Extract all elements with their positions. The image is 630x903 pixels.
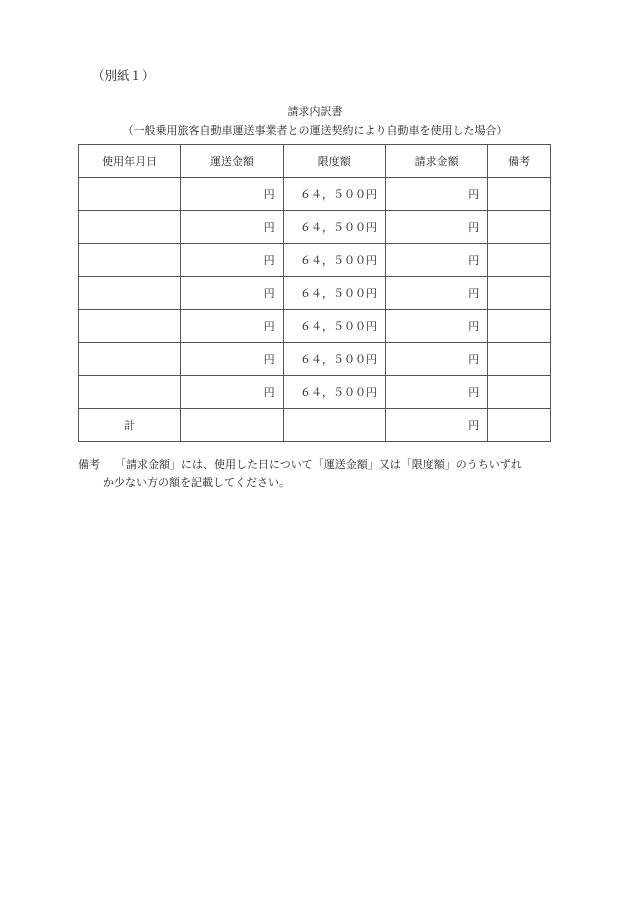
note-text-2: か少ない方の額を記載してください。 xyxy=(103,476,290,489)
header-date: 使用年月日 xyxy=(79,145,181,178)
date-cell xyxy=(79,310,181,343)
remarks-cell xyxy=(488,178,551,211)
claim-cell: 円 xyxy=(386,310,488,343)
table-row xyxy=(79,277,551,310)
date-cell xyxy=(79,376,181,409)
date-cell xyxy=(79,277,181,310)
date-cell xyxy=(79,343,181,376)
remarks-cell xyxy=(488,277,551,310)
fare-cell: 円 xyxy=(181,244,283,277)
total-claim-cell: 円 xyxy=(386,409,488,442)
note-text-1: 「請求金額」には、使用した日について「運送金額」又は「限度額」のうちいずれ xyxy=(115,458,522,471)
fare-cell: 円 xyxy=(181,310,283,343)
total-limit-cell xyxy=(283,409,385,442)
total-row xyxy=(79,409,551,442)
table-header-row xyxy=(79,145,551,178)
remarks-cell xyxy=(488,343,551,376)
table-row xyxy=(79,376,551,409)
table-row xyxy=(79,244,551,277)
header-remarks: 備考 xyxy=(488,145,551,178)
date-cell xyxy=(79,244,181,277)
total-fare-cell xyxy=(181,409,283,442)
claim-cell: 円 xyxy=(386,244,488,277)
limit-cell: ６４，５００円 xyxy=(283,211,385,244)
claim-breakdown-table xyxy=(78,144,551,442)
document-subtitle: （一般乗用旅客自動車運送事業者との運送契約により自動車を使用した場合） xyxy=(122,124,508,137)
limit-cell: ６４，５００円 xyxy=(283,277,385,310)
fare-cell: 円 xyxy=(181,211,283,244)
total-remarks-cell xyxy=(488,409,551,442)
limit-cell: ６４，５００円 xyxy=(283,343,385,376)
fare-cell: 円 xyxy=(181,376,283,409)
total-label: 計 xyxy=(79,409,181,442)
remarks-cell xyxy=(488,244,551,277)
table-row xyxy=(79,211,551,244)
header-fare: 運送金額 xyxy=(181,145,283,178)
limit-cell: ６４，５００円 xyxy=(283,310,385,343)
limit-cell: ６４，５００円 xyxy=(283,244,385,277)
header-claim: 請求金額 xyxy=(386,145,488,178)
remarks-cell xyxy=(488,376,551,409)
header-limit: 限度額 xyxy=(283,145,385,178)
table-row xyxy=(79,343,551,376)
limit-cell: ６４，５００円 xyxy=(283,376,385,409)
table-row xyxy=(79,310,551,343)
fare-cell: 円 xyxy=(181,277,283,310)
note-label: 備考 xyxy=(78,458,100,471)
date-cell xyxy=(79,211,181,244)
document-title: 請求内訳書 xyxy=(287,105,343,118)
remarks-cell xyxy=(488,211,551,244)
claim-cell: 円 xyxy=(386,277,488,310)
table-row xyxy=(79,178,551,211)
note-line-1 xyxy=(78,456,522,472)
claim-cell: 円 xyxy=(386,211,488,244)
claim-cell: 円 xyxy=(386,343,488,376)
claim-cell: 円 xyxy=(386,376,488,409)
remarks-cell xyxy=(488,310,551,343)
limit-cell: ６４，５００円 xyxy=(283,178,385,211)
fare-cell: 円 xyxy=(181,343,283,376)
claim-cell: 円 xyxy=(386,178,488,211)
fare-cell: 円 xyxy=(181,178,283,211)
attachment-label: （別紙１） xyxy=(92,68,155,83)
date-cell xyxy=(79,178,181,211)
